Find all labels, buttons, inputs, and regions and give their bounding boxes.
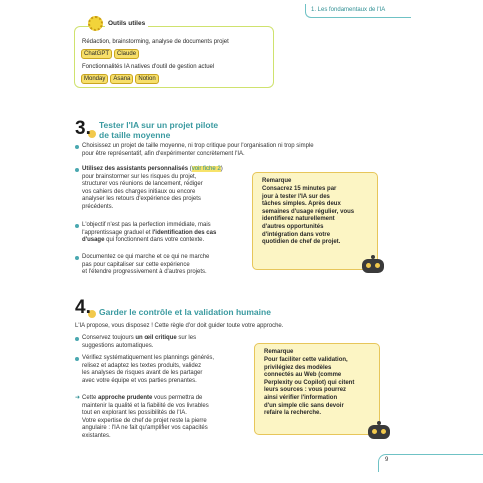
section-3-bullet-2: Utilisez des assistants personnalisés (voir fiche 2) pour brainstormer sur les risques du projet, structurer vos réunions de lancement, rédiger vos cahiers des charges initiaux ou encore analyser les retours d'expérience des projets précédents. [75, 166, 223, 212]
section-3-bullet-4: Documentez ce qui marche et ce qui ne marche pas pour capitaliser sur cette expérience et l'étendre progressivement à d'autres projets. [75, 254, 209, 277]
bullet-dot [75, 337, 79, 341]
chip-monday: Monday [81, 74, 108, 84]
bullet-dot [75, 224, 79, 228]
bullet-dot [75, 256, 79, 260]
note-head: Remarque [264, 349, 294, 355]
section-4-title: Garder le contrôle et la validation humaine [99, 307, 271, 317]
bullet-dot [75, 168, 79, 172]
chip-asana: Asana [110, 74, 133, 84]
note-body: Pour faciliter cette validation, privilégiez des modèles connectés au Web (comme Perplexity ou Copilot) qui citent leurs sources : vous pourrez ainsi vérifier l'information d'un simple clic sans devoir refaire la recherche. [264, 357, 355, 417]
bullet-dot [75, 357, 79, 361]
robot-icon [368, 425, 390, 439]
chapter-header: 1. Les fondamentaux de l'IA [305, 4, 411, 18]
note-head: Remarque [262, 178, 292, 184]
section-3-title-1: Tester l'IA sur un projet pilote [99, 120, 219, 130]
section-3-title-2: de taille moyenne [99, 130, 171, 140]
chip-notion: Notion [135, 74, 158, 84]
arrow-right-icon: ➜ [75, 395, 81, 401]
tools-title: Outils utiles [105, 20, 148, 27]
footer-rail [378, 454, 483, 472]
section-4-bullet-1: Conservez toujours un œil critique sur les suggestions automatiques. [75, 335, 196, 350]
section-3-note [252, 172, 378, 270]
section-4-intro: L'IA propose, vous disposez ! Cette règle d'or doit guider toute votre approche. [75, 323, 284, 329]
chip-chatgpt: ChatGPT [81, 49, 112, 59]
section-3-bullet-3: L'objectif n'est pas la perfection immédiate, mais l'apprentissage graduel et l'identification des cas d'usage qui fonctionnent dans votre contexte. [75, 222, 216, 245]
chip-claude: Claude [114, 49, 139, 59]
robot-icon [362, 259, 384, 273]
section-4-number: 4. [75, 297, 91, 318]
section-3-bullet-1: Choisissez un projet de taille moyenne, ni trop critique pour l'organisation ni trop simple pour être représentatif, afin d'expérimenter concrètement l'IA. [75, 143, 314, 158]
page-number: 9 [385, 457, 389, 463]
tools-title-group [88, 16, 148, 31]
section-3-number: 3. [75, 118, 91, 139]
section-4-note [254, 343, 380, 435]
bullet-dot [75, 145, 79, 149]
gear-icon [88, 16, 103, 31]
section-4-bullet-3: ➜ Cette approche prudente vous permettra de maintenir la qualité et la fiabilité de vos livrables tout en explorant les possibilités de l'IA. Votre expertise de chef de projet reste la pierre angulaire : l'IA ne fait qu'amplifier vos capacités existantes. [75, 395, 209, 439]
chips-row-2 [81, 74, 159, 84]
chips-row-1 [81, 49, 139, 59]
tools-line-1: Rédaction, brainstorming, analyse de documents projet [82, 39, 229, 45]
link-voir-fiche-2[interactable]: voir fiche 2 [191, 166, 221, 172]
tools-line-2: Fonctionnalités IA natives d'outil de gestion actuel [82, 64, 215, 70]
section-4-bullet-2: Vérifiez systématiquement les plannings générés, relisez et adaptez les textes produits, validez les analyses de risques avant de les partager avec votre équipe et vos parties prenantes. [75, 355, 214, 385]
note-body: Consacrez 15 minutes par jour à tester l'IA sur des tâches simples. Après deux semaines d'usage régulier, vous identifierez naturellement d'autres opportunités d'intégration dans votre quotidien de chef de projet. [262, 186, 355, 246]
